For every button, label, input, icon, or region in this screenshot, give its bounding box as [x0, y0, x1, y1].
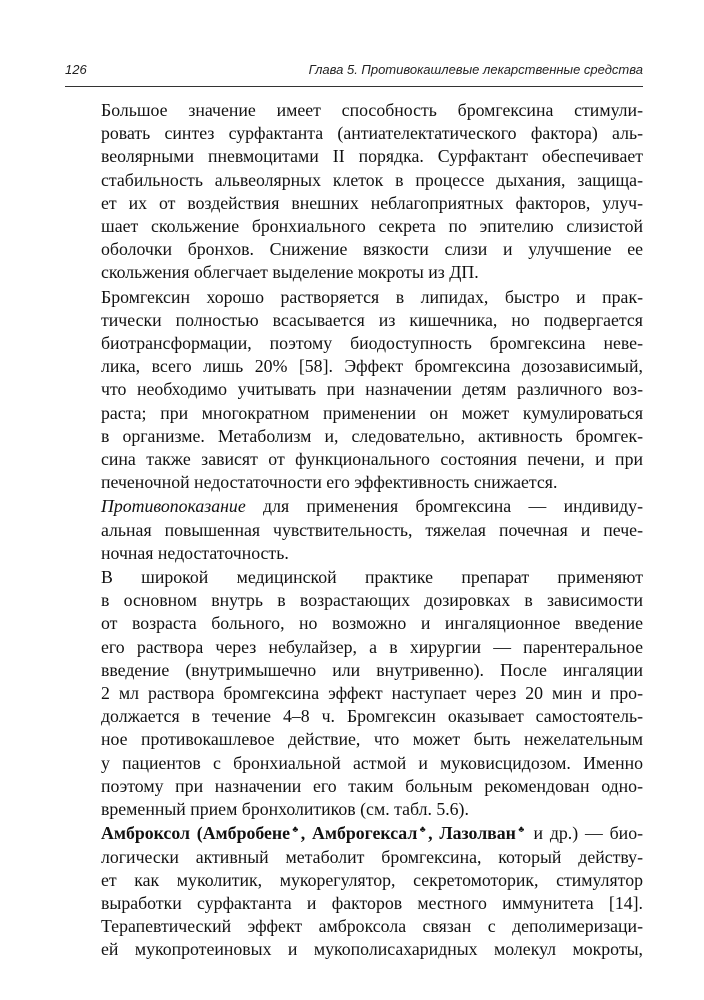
text-line: В широкой медицинской практике препарат применяют	[101, 567, 643, 588]
text-line: 2 мл раствора бромгексина эффект наступает через 20 мин и про-	[101, 683, 643, 704]
text-line: шает скольжение бронхиального секрета по эпителию слизистой	[101, 216, 643, 237]
text-line: у пациентов с бронхиальной астмой и муковисцидозом. Именно	[101, 752, 643, 773]
text-line: что необходимо учитывать при назначении детям различного воз-	[101, 379, 643, 400]
text-line: выработки сурфактанта и факторов местного иммунитета [14].	[101, 892, 643, 913]
header-rule	[65, 86, 643, 87]
paragraph-administration	[65, 566, 643, 821]
body-text	[65, 99, 643, 963]
text-line: ет как муколитик, мукорегулятор, секретомоторик, стимулятор	[101, 869, 643, 890]
contraindication-term: Противопоказание	[101, 496, 246, 517]
text-line: сина также зависят от функционального состояния печени, и при	[101, 449, 643, 470]
text-line: ночная недостаточность.	[101, 542, 289, 563]
text-line: лика, всего лишь 20% [58]. Эффект бромгексина дозозависимый,	[101, 356, 643, 377]
text-line: ровать синтез сурфактанта (антиателектатического фактора) аль-	[101, 123, 643, 144]
text-line: Терапевтический эффект амброксола связан с деполимеризаци-	[101, 916, 643, 937]
text-fragment: и др.) — био-	[526, 823, 644, 844]
text-line: ей мукопротеиновых и мукополисахаридных молекул мокроты,	[101, 939, 643, 960]
text-line: стабильность альвеолярных клеток в процессе дыхания, защища-	[101, 169, 643, 190]
text-line: оболочки бронхов. Снижение вязкости слизи и улучшение ее	[101, 239, 643, 260]
text-line: введение (внутримышечно или внутривенно). После ингаляции	[101, 659, 643, 680]
text-line: ное противокашлевое действие, что может быть нежелательным	[101, 729, 643, 750]
text-line: Большое значение имеет способность бромгексина стимули-	[101, 100, 643, 120]
trademark-mark: ♣	[515, 824, 527, 835]
text-line: тически полностью всасывается из кишечника, но подвергается	[101, 309, 643, 330]
text-line: логически активный метаболит бромгексина, который действу-	[101, 846, 643, 867]
paragraph-ambroxol	[65, 822, 643, 961]
text-fragment: для применения бромгексина — индивиду-	[245, 496, 643, 517]
text-line: веолярными пневмоцитами II порядка. Сурфактант обеспечивает	[101, 146, 643, 167]
text-line: поэтому при назначении его таким больным рекомендован одно-	[101, 775, 643, 796]
text-line: альная повышенная чувствительность, тяжелая почечная и пече-	[101, 519, 643, 540]
text-line: биотрансформации, поэтому биодоступность бромгексина неве-	[101, 333, 643, 354]
text-line: печеночной недостаточности его эффективность снижается.	[101, 472, 558, 493]
paragraph-contraindications	[65, 495, 643, 565]
trademark-mark: ♣	[290, 824, 301, 835]
text-line: раста; при многократном применении он может кумулироваться	[101, 402, 643, 423]
paragraph-surfactant	[65, 99, 643, 285]
drug-name-part: , Амброгексал	[300, 823, 418, 844]
trademark-mark: ♣	[417, 824, 429, 835]
text-line: его раствора через небулайзер, а в хирургии — парентеральное	[101, 636, 643, 657]
text-line: скольжения облегчает выделение мокроты из ДП.	[101, 262, 479, 283]
text-line: от возраста больного, но возможно и ингаляционное введение	[101, 613, 643, 634]
running-title: Глава 5. Противокашлевые лекарственные средства	[308, 62, 643, 77]
text-line: в основном внутрь в возрастающих дозировках в зависимости	[101, 590, 643, 611]
text-line: временный прием бронхолитиков (см. табл. 5.6).	[101, 799, 469, 820]
drug-name-part: Амброксол (Амбробене	[101, 823, 291, 844]
text-line: ет их от воздействия внешних неблагоприятных факторов, улуч-	[101, 192, 643, 213]
paragraph-pharmacokinetics	[65, 286, 643, 495]
text-line	[65, 822, 643, 845]
text-line: в организме. Метаболизм и, следовательно, активность бромгек-	[101, 425, 643, 446]
text-line: должается в течение 4–8 ч. Бромгексин оказывает самостоятель-	[101, 706, 643, 727]
drug-name-part: , Лазолван	[428, 823, 516, 844]
page-number: 126	[65, 62, 87, 77]
text-line: Бромгексин хорошо растворяется в липидах, быстро и прак-	[101, 286, 643, 307]
page-header	[65, 62, 643, 82]
text-line	[65, 495, 643, 518]
drug-name-ambroxol	[101, 823, 527, 843]
